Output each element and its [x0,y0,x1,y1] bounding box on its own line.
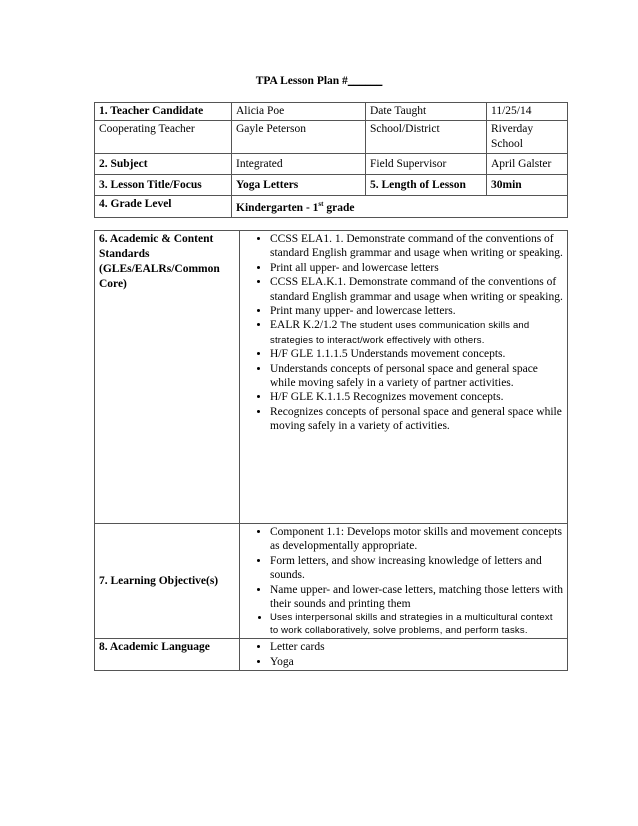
cooperating-teacher-value: Gayle Peterson [232,121,366,154]
length-value: 30min [487,175,568,196]
list-item: • Letter cards [270,640,563,654]
standards-list [244,232,563,434]
lesson-title-value: Yoga Letters [232,175,366,196]
list-item: • Print many upper- and lowercase letters. [270,304,563,318]
list-item: • CCSS ELA.K.1. Demonstrate command of the conventions of standard English grammar and usage when writing or speaking. [270,275,563,304]
cooperating-teacher-label: Cooperating Teacher [95,121,232,154]
list-item: • Uses interpersonal skills and strategies in a multicultural context to work collaboratively, solve problems, and perform tasks. [270,611,563,637]
grade-prefix: Kindergarten - 1 [236,201,319,214]
list-item: • Component 1.1: Develops motor skills and movement concepts as developmentally appropriate. [270,525,563,554]
lesson-title-label: 3. Lesson Title/Focus [95,175,232,196]
ealr-code: EALR K.2/1.2 [270,319,338,332]
table-row [95,639,568,671]
list-item: • H/F GLE 1.1.1.5 Understands movement concepts. [270,347,563,361]
table-row [95,196,568,218]
school-district-label: School/District [366,121,487,154]
grade-suffix: grade [323,201,355,214]
academic-language-label: 8. Academic Language [95,639,240,671]
academic-language-cell [240,639,568,671]
page-title [0,75,638,87]
length-label: 5. Length of Lesson [366,175,487,196]
subject-value: Integrated [232,154,366,175]
list-item: • Understands concepts of personal space and general space while moving safely in a variety of partner activities. [270,362,563,391]
page-title-text: TPA Lesson Plan # [255,75,348,87]
grade-level-value [232,196,568,218]
table-row [95,231,568,524]
list-item: • CCSS ELA1. 1. Demonstrate command of the conventions of standard English grammar and usage when writing or speaking. [270,232,563,261]
table-row [95,103,568,121]
field-supervisor-label: Field Supervisor [366,154,487,175]
list-item: • Yoga [270,655,563,669]
list-item: • Print all upper- and lowercase letters [270,261,563,275]
field-supervisor-value: April Galster [487,154,568,175]
list-item: • Form letters, and show increasing knowledge of letters and sounds. [270,554,563,583]
standards-label: 6. Academic & Content Standards (GLEs/EALRs/Common Core) [95,231,240,524]
objectives-label: 7. Learning Objective(s) [95,524,240,639]
teacher-candidate-label: 1. Teacher Candidate [95,103,232,121]
date-taught-value: 11/25/14 [487,103,568,121]
lesson-detail-table [94,230,568,671]
standards-cell [240,231,568,524]
teacher-candidate-value: Alicia Poe [232,103,366,121]
list-item [270,318,563,347]
page-title-blank: ______ [347,75,383,87]
table-row [95,524,568,639]
academic-language-list [244,640,563,669]
lesson-info-table [94,102,568,218]
subject-label: 2. Subject [95,154,232,175]
list-item: • Name upper- and lower-case letters, matching those letters with their sounds and printing them [270,583,563,612]
table-row [95,175,568,196]
date-taught-label: Date Taught [366,103,487,121]
table-row [95,121,568,154]
objectives-cell [240,524,568,639]
grade-level-label: 4. Grade Level [95,196,232,218]
ealr-text: The student uses communication skills and strategies to interact/work effectively with others. [270,320,530,346]
grade-sup: st [318,200,324,208]
school-district-value: Riverday School [487,121,568,154]
list-item: • Recognizes concepts of personal space and general space while moving safely in a variety of activities. [270,405,563,434]
objectives-list [244,525,563,637]
table-row [95,154,568,175]
list-item: • H/F GLE K.1.1.5 Recognizes movement concepts. [270,390,563,404]
